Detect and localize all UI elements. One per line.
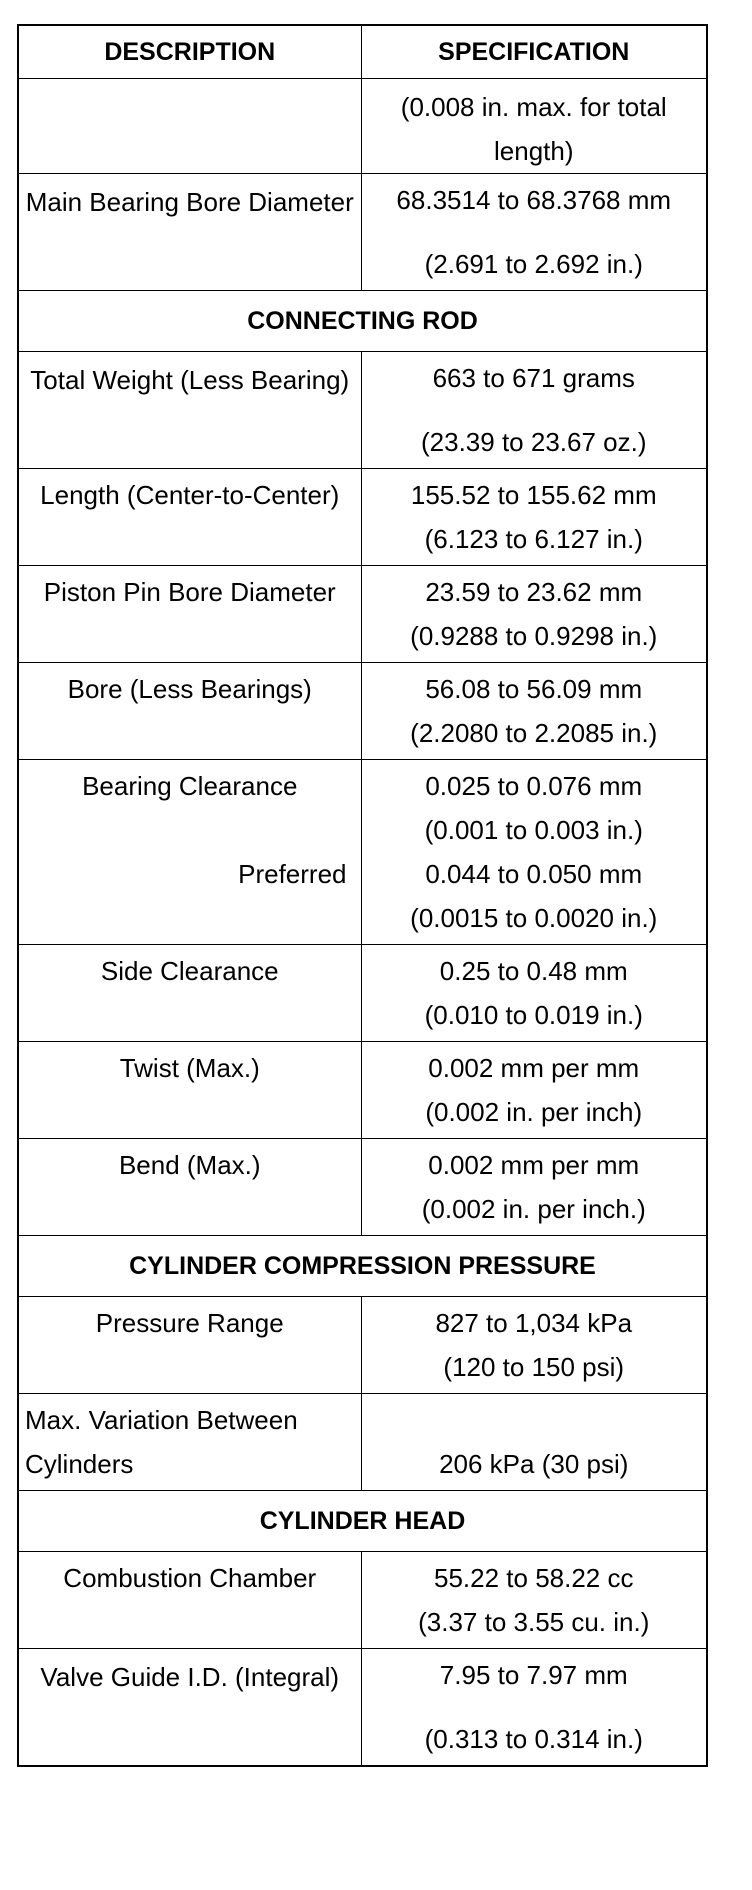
table-row [18, 352, 707, 469]
desc-cell [18, 1297, 361, 1394]
desc-cell [18, 469, 361, 566]
table-row [18, 1552, 707, 1649]
specification-header: SPECIFICATION [361, 25, 707, 79]
spacer-line [362, 1398, 707, 1442]
spec-cell [361, 1297, 707, 1394]
table-row [18, 945, 707, 1042]
table-row [18, 1649, 707, 1767]
spacer-line [19, 808, 361, 852]
spec-cell [361, 1394, 707, 1491]
desc-line: Twist (Max.) [119, 1053, 260, 1083]
section-row [18, 291, 707, 352]
spacer-line [19, 896, 361, 940]
spec-cell [361, 352, 707, 469]
spec-line: (0.001 to 0.003 in.) [424, 815, 643, 845]
spec-line: 0.025 to 0.076 mm [425, 771, 643, 801]
spec-cell [361, 945, 707, 1042]
spec-line: (0.002 in. per inch.) [421, 1194, 646, 1224]
section-title: CONNECTING ROD [18, 291, 707, 352]
desc-cell: Main Bearing Bore Diameter [18, 174, 361, 291]
preferred-label: Preferred [238, 859, 347, 889]
spec-line: 68.3514 to 68.3768 mm [396, 185, 672, 215]
spec-line: (2.691 to 2.692 in.) [424, 249, 643, 279]
desc-line: Bore (Less Bearings) [67, 674, 312, 704]
desc-cell [18, 760, 361, 945]
section-row [18, 1236, 707, 1297]
desc-line: Side Clearance [100, 956, 279, 986]
desc-line: Combustion Chamber [63, 1563, 317, 1593]
table-row [18, 760, 707, 945]
spec-line: (0.010 to 0.019 in.) [424, 1000, 643, 1030]
spec-line: (120 to 150 psi) [443, 1352, 625, 1382]
desc-line: Piston Pin Bore Diameter [43, 577, 336, 607]
spec-line: (0.0015 to 0.0020 in.) [410, 903, 658, 933]
spec-line: 0.002 mm per mm [428, 1053, 640, 1083]
desc-line: Cylinders [25, 1449, 134, 1479]
desc-cell-empty [18, 79, 361, 174]
spec-cell [361, 760, 707, 945]
desc-line: Max. Variation Between [25, 1405, 298, 1435]
section-row [18, 1491, 707, 1552]
desc-cell [18, 945, 361, 1042]
table-row [18, 1297, 707, 1394]
spec-cell [361, 1649, 707, 1767]
spec-line: (0.9288 to 0.9298 in.) [410, 621, 658, 651]
spec-line: 0.044 to 0.050 mm [425, 859, 643, 889]
spec-cell [361, 174, 707, 291]
table-row [18, 174, 707, 291]
spec-line: 0.25 to 0.48 mm [439, 956, 628, 986]
spec-line: 7.95 to 7.97 mm [439, 1660, 628, 1690]
desc-cell [18, 1394, 361, 1491]
spec-cell [361, 469, 707, 566]
description-header: DESCRIPTION [18, 25, 361, 79]
spec-line: (3.37 to 3.55 cu. in.) [418, 1607, 650, 1637]
table-row [18, 79, 707, 174]
table-row [18, 663, 707, 760]
table-row [18, 469, 707, 566]
table-row [18, 1139, 707, 1236]
desc-cell: Valve Guide I.D. (Integral) [18, 1649, 361, 1767]
spec-line: 827 to 1,034 kPa [435, 1308, 633, 1338]
specification-table [17, 24, 708, 1767]
desc-cell [18, 663, 361, 760]
spec-line: 663 to 671 grams [432, 363, 635, 393]
spec-line: (6.123 to 6.127 in.) [424, 524, 643, 554]
table-row [18, 1042, 707, 1139]
spec-line: (0.313 to 0.314 in.) [424, 1724, 643, 1754]
desc-line: Bend (Max.) [118, 1150, 261, 1180]
spec-line: 0.002 mm per mm [428, 1150, 640, 1180]
spec-line: 56.08 to 56.09 mm [425, 674, 643, 704]
desc-line: Bearing Clearance [82, 771, 298, 801]
spec-cell [361, 1042, 707, 1139]
spec-line: (0.002 in. per inch) [425, 1097, 643, 1127]
desc-cell: Total Weight (Less Bearing) [18, 352, 361, 469]
desc-cell [18, 1552, 361, 1649]
desc-cell [18, 1139, 361, 1236]
spec-cell [361, 566, 707, 663]
spec-line: (2.2080 to 2.2085 in.) [410, 718, 658, 748]
spec-line: 155.52 to 155.62 mm [410, 480, 657, 510]
desc-line: Pressure Range [95, 1308, 284, 1338]
table-row [18, 1394, 707, 1491]
spec-line: 55.22 to 58.22 cc [434, 1563, 634, 1593]
spec-line: 23.59 to 23.62 mm [425, 577, 643, 607]
spec-cell [361, 1139, 707, 1236]
section-title: CYLINDER HEAD [18, 1491, 707, 1552]
desc-cell [18, 1042, 361, 1139]
spec-cell: (0.008 in. max. for total length) [361, 79, 707, 174]
desc-line: Length (Center-to-Center) [40, 480, 340, 510]
desc-cell [18, 566, 361, 663]
spec-line: (23.39 to 23.67 oz.) [421, 427, 647, 457]
spec-cell [361, 663, 707, 760]
header-row [18, 25, 707, 79]
section-title: CYLINDER COMPRESSION PRESSURE [18, 1236, 707, 1297]
spec-cell [361, 1552, 707, 1649]
table-row [18, 566, 707, 663]
spec-line: 206 kPa (30 psi) [439, 1449, 629, 1479]
